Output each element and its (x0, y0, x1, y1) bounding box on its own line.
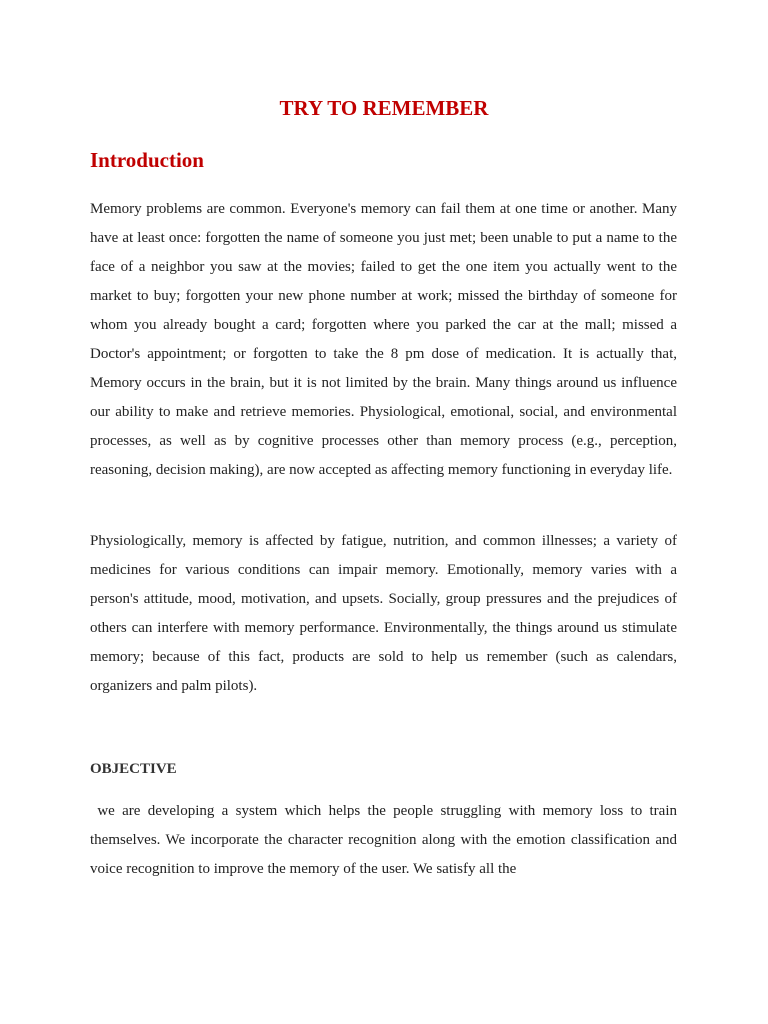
introduction-paragraph-1: Memory problems are common. Everyone's memory can fail them at one time or another. Many have at least once: forgotten the name of someone you just met; been unable to put a name to the face of a neighbor you saw at the movies; failed to get the one item you actually went to the market to buy; forgotten your new phone number at work; missed the birthday of someone for whom you already bought a card; forgotten where you parked the car at the mall; missed a Doctor's appointment; or forgotten to take the 8 pm dose of medication. It is actually that, Memory occurs in the brain, but it is not limited by the brain. Many things around us influence our ability to make and retrieve memories. Physiological, emotional, social, and environmental processes, as well as by cognitive processes other than memory process (e.g., perception, reasoning, decision making), are now accepted as affecting memory functioning in everyday life. (90, 201, 677, 478)
document-title: TRY TO REMEMBER (279, 96, 489, 120)
objective-paragraph: we are developing a system which helps the people struggling with memory loss to train themselves. We incorporate the character recognition along with the emotion classification and voice recognition to improve the memory of the user. We satisfy all the (90, 803, 681, 877)
objective-heading: OBJECTIVE (90, 761, 177, 777)
introduction-paragraph-2: Physiologically, memory is affected by fatigue, nutrition, and common illnesses; a variety of medicines for various conditions can impair memory. Emotionally, memory varies with a person's attitude, mood, motivation, and upsets. Socially, group pressures and the prejudices of others can interfere with memory performance. Environmentally, the things around us stimulate memory; because of this fact, products are sold to help us remember (such as calendars, organizers and palm pilots). (90, 533, 677, 694)
introduction-heading: Introduction (90, 148, 204, 172)
